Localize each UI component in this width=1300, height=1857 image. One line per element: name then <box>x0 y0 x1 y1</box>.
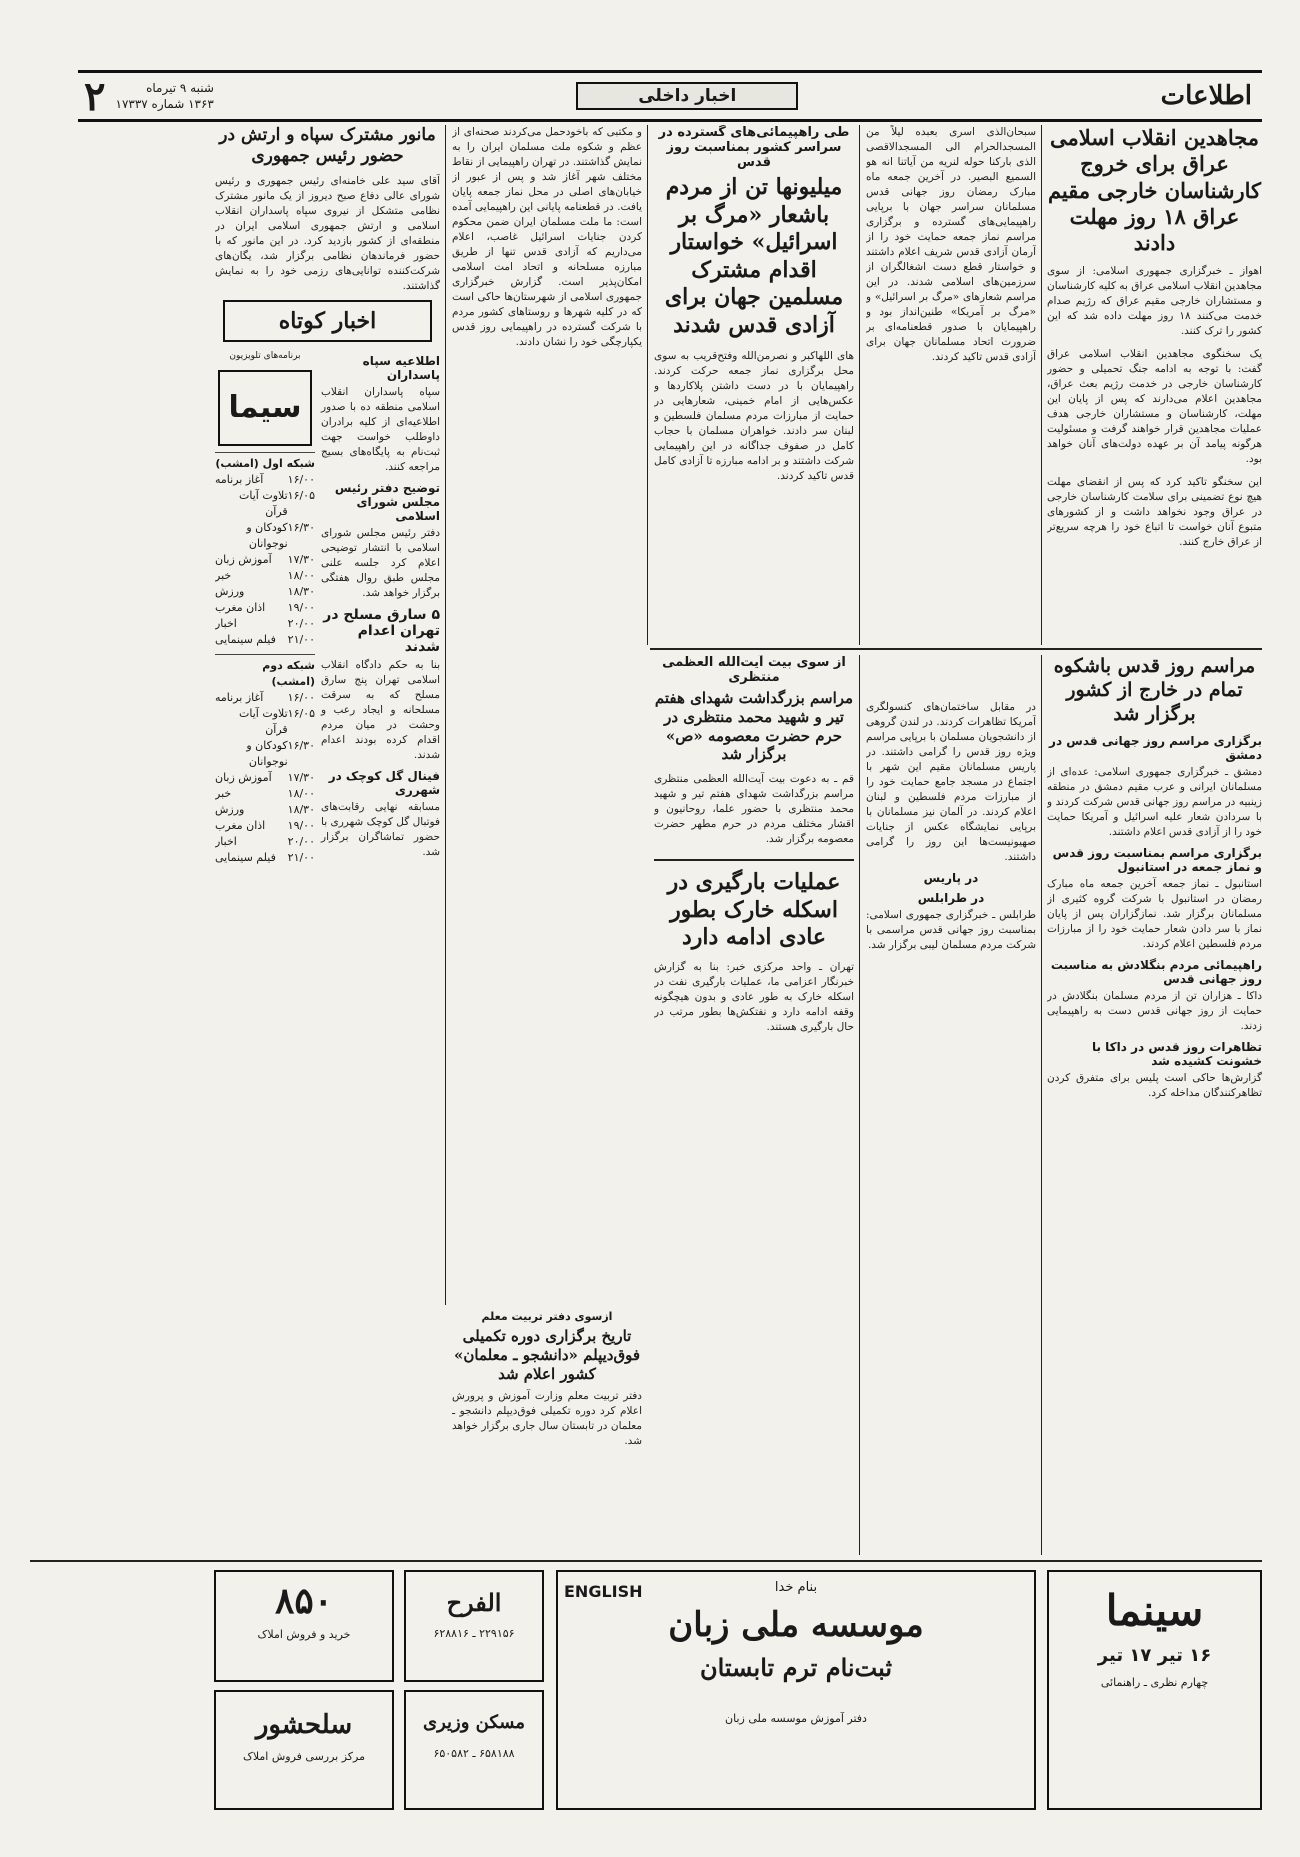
tv-program: تلاوت آیات قرآن <box>239 488 288 518</box>
tv-time: ۲۰/۰۰ <box>287 616 315 630</box>
tv-row <box>215 770 315 786</box>
article-body: یک سخنگوی مجاهدین انقلاب اسلامی عراق گفت: با توجه به ادامه جنگ تحمیلی و حضور کارشناسان خارجی در خدمت رژیم بعث عراق، مجاهدین اعلام می‌دارند که پس از پایان این مهلت، کارشناسان و مستشاران خارجی هدف عملیات مجاهدین قرار خواهند گرفت و مسئولیت هرگونه پیامد آن بر عهده دولت‌های آنان خواهد بود. <box>1047 348 1262 466</box>
article-quds-continued <box>452 125 642 1305</box>
ad-housing <box>404 1690 544 1810</box>
tv-program: اخبار <box>215 834 237 848</box>
short-news-texts <box>321 348 440 866</box>
tv-program: آغاز برنامه <box>215 472 264 486</box>
dateline-day: شنبه ۹ تیرماه <box>146 81 214 95</box>
ad-title: موسسه ملی زبان <box>668 1605 924 1645</box>
article-quds-text <box>866 125 1036 645</box>
tv-channel: شبکه اول (امشب) <box>215 452 315 472</box>
tv-program: تلاوت آیات قرآن <box>239 706 288 736</box>
ad-title: سینما <box>1105 1586 1204 1635</box>
subhead: تظاهرات روز قدس در داکا با خشونت کشیده شد <box>1091 1040 1262 1069</box>
tv-time: ۱۷/۳۰ <box>287 552 315 566</box>
tv-row <box>215 802 315 818</box>
tv-label: برنامه‌های تلویزیون <box>229 350 301 361</box>
article-body: اهواز ـ خبرگزاری جمهوری اسلامی: از سوی مجاهدین انقلاب اسلامی عراق به کلیه کارشناسان و مستشاران خارجی مقیم عراق که رژیم صدام خدمت می‌کنند ۱۸ روز مهلت داده شد که این کشور را ترک کنند. <box>1047 265 1262 338</box>
tv-time: ۱۹/۰۰ <box>287 818 315 832</box>
article-body: قم ـ به دعوت بیت آیت‌الله العظمی منتظری مراسم بزرگداشت شهدای هفتم تیر و شهید محمد منتظری با حضور علما، روحانیون و اقشار مختلف مردم در حرم مطهر حضرت معصومه برگزار شد. <box>654 773 854 845</box>
tv-channel: شبکه دوم (امشب) <box>215 654 315 690</box>
ad-text: مرکز بررسی فروش املاک <box>242 1750 365 1763</box>
tv-rows <box>215 690 315 866</box>
tv-time: ۲۱/۰۰ <box>287 850 315 864</box>
brand-logo: اطلاعات <box>1160 81 1252 111</box>
headline: تاریخ برگزاری دوره تکمیلی فوق‌دیپلم «دانشجو ـ معلمان» کشور اعلام شد <box>453 1327 641 1383</box>
tv-program: فیلم سینمایی <box>215 632 276 646</box>
date-block <box>78 73 214 120</box>
ad-title: الفرح <box>446 1588 502 1617</box>
tv-time: ۲۱/۰۰ <box>287 632 315 646</box>
tv-time: ۲۰/۰۰ <box>287 834 315 848</box>
article-body: گزارش‌ها حاکی است پلیس برای متفرق کردن تظاهرکنندگان مداخله کرد. <box>1047 1072 1262 1100</box>
tv-program: ورزش <box>215 584 245 598</box>
tv-row <box>215 552 315 568</box>
tv-logo-icon: سیما <box>218 370 312 446</box>
kicker: ازسوی دفتر تربیت معلم <box>481 1310 613 1323</box>
tv-row <box>215 472 315 488</box>
ad-salahshour <box>214 1690 394 1810</box>
ad-real-estate <box>214 1570 394 1682</box>
subhead: در پاریس <box>923 871 979 885</box>
ad-top: بنام خدا <box>774 1580 818 1595</box>
article-body: و مکتبی که باخودحمل می‌کردند صحنه‌ای از عظم و شکوه ملت مسلمان ایران را به نمایش گذاشتند. در تهران راهپیمایی از نقاط مختلف شهر آغاز شد و پس از عبور از خیابان‌های اصلی در محل نماز جمعه پایان یافت. در قطعنامه پایانی این راهپیمایی آمده است: ما ملت مسلمان ایران ضمن محکوم کردن جنایات اسرائیل غاصب، اعلام می‌داریم که آزادی قدس تنها از طریق مبارزه مسلحانه و اتحاد امت اسلامی امکان‌پذیر است. گزارش خبرگزاری جمهوری اسلامی از شهرستان‌ها حاکی است که در کلیه شهرها و روستاهای کشور مردم با شرکت گسترده در راهپیمایی روز قدس یکپارچگی خود را نشان دادند. <box>452 126 642 348</box>
tv-time: ۱۹/۰۰ <box>287 600 315 614</box>
tv-time: ۱۸/۰۰ <box>287 568 315 582</box>
article-mojahedin <box>1047 125 1262 645</box>
tv-time: ۱۶/۳۰ <box>287 738 315 752</box>
ad-dates: ۱۶ تیر ۱۷ تیر <box>1097 1645 1212 1666</box>
ad-cinema <box>1047 1570 1262 1810</box>
subhead: برگزاری مراسم بمناسبت روز قدس و نماز جمعه در استانبول <box>1052 846 1262 875</box>
headline: مراسم روز قدس باشکوه تمام در خارج از کشور برگزار شد <box>1053 655 1256 725</box>
ad-alfarah <box>404 1570 544 1682</box>
article-body: های اللهاکبر و نصرمن‌الله وفتح‌قریب به سوی محل برگزاری نماز جمعه حرکت کردند. راهپیمایان با در دست داشتن پلاکاردها و عکس‌هایی از امام خمینی، شعارهایی در حمایت از مبارزات مردم مسلمان فلسطین و لبنان سر دادند. خواهران مسلمان با حجاب کامل در صفوف جداگانه در این راهپیمایی شرکت داشتند و بر ادامه مبارزه تا آزادی کامل قدس تاکید کردند. <box>654 350 854 482</box>
tv-program: آموزش زبان <box>215 552 272 566</box>
tv-time: ۱۸/۳۰ <box>287 802 315 816</box>
tv-time: ۱۶/۳۰ <box>287 520 315 534</box>
short-news-column <box>215 125 440 1555</box>
ad-title: سلحشور <box>255 1710 353 1740</box>
tv-schedule <box>215 348 315 866</box>
tv-row <box>215 738 315 770</box>
tv-program: خبر <box>215 786 232 800</box>
tv-row <box>215 568 315 584</box>
article-quds-abroad-continued <box>866 700 1036 1555</box>
tv-program: کودکان و نوجوانان <box>246 520 288 550</box>
ad-title: مسکن وزیری <box>422 1712 526 1733</box>
short-news-body: سپاه پاسداران انقلاب اسلامی منطقه ده با صدور اطلاعیه‌ای از کلیه برادران داوطلب خواست جهت ثبت‌نام به پایگاه‌های بسیج مراجعه کنند. <box>321 385 440 473</box>
ad-text: ۲۲۹۱۵۶ ـ ۶۲۸۸۱۶ <box>433 1627 515 1640</box>
ad-text: خرید و فروش املاک <box>257 1628 351 1641</box>
tv-row <box>215 616 315 632</box>
tv-time: ۱۸/۰۰ <box>287 786 315 800</box>
article-montazeri <box>654 655 854 1555</box>
tv-row <box>215 786 315 802</box>
article-body: دمشق ـ خبرگزاری جمهوری اسلامی: عده‌ای از مسلمانان ایرانی و عرب مقیم دمشق در منطقه زینبیه در مراسم روز جهانی قدس شرکت کردند و با سردادن شعار علیه اسرائیل و آمریکا حمایت خود را از آزادی قدس اعلام داشتند. <box>1047 766 1262 839</box>
short-news-title: توضیح دفتر رئیس مجلس شورای اسلامی <box>334 480 440 523</box>
subhead: در طرابلس <box>917 891 985 905</box>
tv-program: کودکان و نوجوانان <box>246 738 288 768</box>
ad-title: ۸۵۰ <box>274 1580 333 1622</box>
short-news-title: فینال گل کوچک در شهرری <box>328 768 440 797</box>
tv-program: اذان مغرب <box>215 600 266 614</box>
dateline <box>116 80 214 112</box>
tv-program: آموزش زبان <box>215 770 272 784</box>
short-news-title: ۵ سارق مسلح در تهران اعدام شدند <box>323 606 440 655</box>
ad-language-institute <box>556 1570 1036 1810</box>
article-body: این سخنگو تاکید کرد که پس از انقضای مهلت هیچ نوع تضمینی برای سلامت کارشناسان خارجی در عراق وجود نخواهد داشت و از کشورهای متبوع آنان خواست تا اتباع خود را هرچه سریع‌تر از عراق خارج کنند. <box>1047 476 1262 549</box>
article-quds-abroad <box>1047 655 1262 1555</box>
tv-row <box>215 706 315 738</box>
article-body: دفتر تربیت معلم وزارت آموزش و پرورش اعلام کرد دوره تکمیلی فوق‌دیپلم دانشجو ـ معلمان در تابستان سال جاری برگزار خواهد شد. <box>452 1390 642 1448</box>
tv-row <box>215 834 315 850</box>
article-quds-main <box>654 125 854 645</box>
tv-row <box>215 850 315 866</box>
article-body: در مقابل ساختمان‌های کنسولگری آمریکا تظاهرات کردند. در لندن گروهی از دانشجویان مسلمان با برپایی مراسم ویژه روز قدس را گرامی داشتند. در پاریس مسلمانان مقیم این شهر با اجتماع در مسجد جامع حمایت خود را از مبارزات مردم فلسطین و لبنان اعلام کردند. در آلمان نیز مسلمانان با برپایی نمایشگاه عکس از جنایات صهیونیست‌ها این روز را گرامی داشتند. <box>866 701 1036 863</box>
tv-time: ۱۸/۳۰ <box>287 584 315 598</box>
tv-row <box>215 520 315 552</box>
tv-program: ورزش <box>215 802 245 816</box>
article-body: تهران ـ واحد مرکزی خبر: بنا به گزارش خبرنگار اعزامی ما، عملیات بارگیری نفت در اسکله خارک به طور عادی و بدون هیچگونه وقفه ادامه دارد و نفتکش‌ها بطور مرتب در حال بارگیری هستند. <box>654 960 854 1033</box>
headline: عملیات بارگیری در اسکله خارک بطور عادی ادامه دارد <box>667 869 841 950</box>
subhead: راهپیمائی مردم بنگلادش به مناسبت روز جهانی قدس <box>1050 958 1262 987</box>
tv-time: ۱۶/۰۰ <box>287 690 315 704</box>
masthead <box>78 70 1262 122</box>
subhead: برگزاری مراسم روز جهانی قدس در دمشق <box>1049 734 1262 763</box>
ad-side-label: ENGLISH <box>564 1582 643 1601</box>
kicker: طی راهپیمائی‌های گسترده در سراسر کشور بمناسبت روز قدس <box>658 125 850 170</box>
kicker: از سوی بیت آیت‌الله العظمی منتظری <box>662 655 846 685</box>
headline: مراسم بزرگداشت شهدای هفتم تیر و شهید محمد منتظری در حرم حضرت معصومه «ص» برگزار شد <box>654 689 854 764</box>
tv-row <box>215 584 315 600</box>
tv-row <box>215 600 315 616</box>
tv-row <box>215 488 315 520</box>
tv-row <box>215 818 315 834</box>
article-body: سبحان‌الذی اسری بعبده لیلاً من المسجدالحرام الی المسجدالاقصی الذی بارکنا حوله لنریه من آیاتنا انه هو السمیع البصیر. در آخرین جمعه ماه مبارک رمضان روز جهانی قدس مسلمانان سراسر جهان با برپایی راهپیمایی‌های گسترده و برگزاری مراسم نماز جمعه حمایت خود را از آرمان آزادی قدس شریف اعلام داشتند و خواستار قطع دست اشغالگران از سرزمین‌های اسلامی شدند. در این مراسم شعارهای «مرگ بر اسرائیل» و «مرگ بر آمریکا» طنین‌انداز بود و راهپیمایان با صدور قطعنامه‌ای بر ضرورت اتحاد مسلمانان جهان برای آزادی قدس تاکید کردند. <box>866 126 1036 363</box>
article-body: داکا ـ هزاران تن از مردم مسلمان بنگلادش در حمایت از روز جهانی قدس دست به راهپیمایی زدند. <box>1047 990 1262 1033</box>
short-news-row <box>215 348 440 866</box>
short-news-box-title: اخبار کوتاه <box>223 300 432 342</box>
section-title: اخبار داخلی <box>576 82 798 110</box>
article-body: آقای سید علی خامنه‌ای رئیس جمهوری و رئیس شورای عالی دفاع صبح دیروز از یک مانور مشترک نظامی متشکل از نیروی سپاه پاسداران انقلاب اسلامی و ارتش جمهوری اسلامی ایران در منطقه‌ای از کشور بازدید کرد. در این مانور که با حضور فرماندهان نظامی برگزار شد، یگان‌های شرکت‌کننده توانایی‌های رزمی خود را به نمایش گذاشتند. <box>215 174 440 292</box>
tv-time: ۱۶/۰۵ <box>287 488 315 502</box>
headline: مانور مشترک سپاه و ارتش در حضور رئیس جمهوری <box>219 125 436 167</box>
headline: مجاهدین انقلاب اسلامی عراق برای خروج کارشناسان خارجی مقیم عراق ۱۸ روز مهلت دادند <box>1047 125 1262 255</box>
article-teacher-training <box>452 1310 642 1555</box>
tv-program: فیلم سینمایی <box>215 850 276 864</box>
tv-program: خبر <box>215 568 232 582</box>
tv-program: آغاز برنامه <box>215 690 264 704</box>
short-news-title: اطلاعیه سپاه پاسداران <box>362 353 440 382</box>
tv-program: اخبار <box>215 616 237 630</box>
article-body: طرابلس ـ خبرگزاری جمهوری اسلامی: بمناسبت روز جهانی قدس مراسمی با شرکت مردم مسلمان لیبی برگزار شد. <box>866 909 1036 951</box>
ad-subtitle: ثبت‌نام ترم تابستان <box>699 1653 893 1682</box>
ad-text: چهارم نظری ـ راهنمائی <box>1100 1676 1209 1689</box>
headline: میلیونها تن از مردم باشعار «مرگ بر اسرائیل» خواستار اقدام مشترک مسلمین جهان برای آزادی قدس شدند <box>664 174 844 338</box>
tv-time: ۱۶/۰۰ <box>287 472 315 486</box>
short-news-body: دفتر رئیس مجلس شورای اسلامی با انتشار توضیحی اعلام کرد جلسه علنی مجلس طبق روال هفتگی برگزار خواهد شد. <box>321 526 440 599</box>
tv-rows <box>215 472 315 648</box>
short-news-body: بنا به حکم دادگاه انقلاب اسلامی تهران پنج سارق مسلح که به سرقت مسلحانه و ایجاد رعب و وحشت در میان مردم اقدام کرده بودند اعدام شدند. <box>321 658 440 761</box>
tv-row <box>215 690 315 706</box>
tv-program: اذان مغرب <box>215 818 266 832</box>
tv-row <box>215 632 315 648</box>
tv-time: ۱۶/۰۵ <box>287 706 315 720</box>
tv-time: ۱۷/۳۰ <box>287 770 315 784</box>
ad-text: دفتر آموزش موسسه ملی زبان <box>725 1712 867 1725</box>
short-news-body: مسابقه نهایی رقابت‌های فوتبال گل کوچک شهرری با حضور تماشاگران برگزار شد. <box>321 800 440 858</box>
ad-text: ۶۵۸۱۸۸ ـ ۶۵۰۵۸۲ <box>433 1747 515 1760</box>
page-number: ۲ <box>84 72 106 120</box>
article-body: استانبول ـ نماز جمعه آخرین جمعه ماه مبارک رمضان در استانبول با شرکت گروه کثیری از مسلمانان برگزار شد. نمازگزاران پس از پایان نماز با سر دادن شعار حمایت خود را از مبارزات مردم فلسطین اعلام کردند. <box>1047 878 1262 951</box>
dateline-issue: ۱۳۶۳ شماره ۱۷۳۳۷ <box>115 97 214 111</box>
